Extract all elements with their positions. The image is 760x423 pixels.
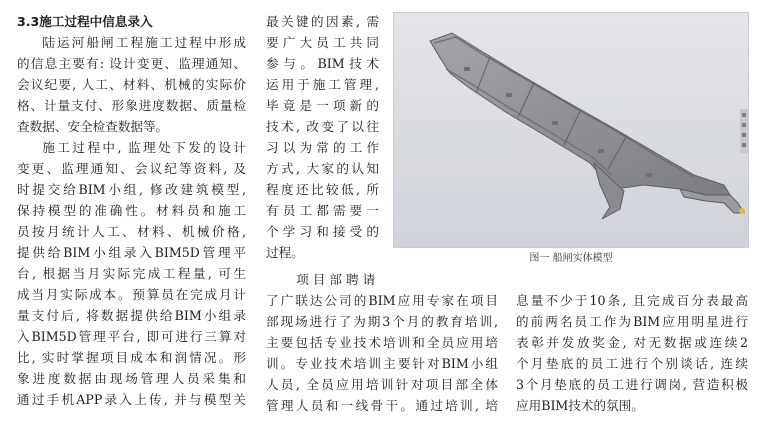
text-line: 应用BIM技术的氛围。 bbox=[516, 398, 644, 413]
text-line: 技术, 改变了以往 bbox=[266, 119, 379, 134]
text-line: 个学习和接受的 bbox=[266, 224, 379, 239]
toolbar-icon bbox=[740, 109, 748, 153]
text-line: 参与。BIM技术 bbox=[266, 56, 379, 71]
text-line: 毕竟是一项新的 bbox=[266, 98, 379, 113]
text-line: 有员工都需要一 bbox=[266, 203, 379, 218]
text-line: 台, 根据当月实际完成工程量, 可生 bbox=[17, 266, 246, 281]
column-middle-lower bbox=[266, 269, 498, 416]
text-line: 训。专业技术培训主要针对BIM小组 bbox=[266, 356, 498, 371]
text-line: 保持模型的准确性。材料员和施工 bbox=[17, 203, 246, 218]
text-line: 成当月实际成本。预算员在完成月计 bbox=[17, 287, 246, 302]
text-line: 3个月垫底的员工进行调岗, 营造积极 bbox=[516, 377, 748, 392]
text-line: 息量不少于10条, 且完成百分表最高 bbox=[516, 293, 748, 308]
text-line: 时提交给BIM小组, 修改建筑模型, bbox=[17, 182, 246, 197]
text-line: 习以为常的工作 bbox=[266, 140, 379, 155]
text-line: 格、计量支付、形象进度数据、质量检 bbox=[17, 98, 246, 113]
text-line: 变更、监理通知、会议纪等资料, 及 bbox=[17, 161, 246, 176]
text-line: 人员, 全员应用培训针对项目部全体 bbox=[266, 377, 498, 392]
figure-caption: 图一 船闸实体模型 bbox=[529, 253, 613, 264]
text-line: 象进度数据由现场管理人员采集和 bbox=[17, 371, 246, 386]
column-right-lower bbox=[516, 290, 748, 416]
section-heading: 3.3施工过程中信息录入 bbox=[17, 14, 153, 29]
text-line: 会议纪要, 人工、材料、机械的实际价 bbox=[17, 77, 246, 92]
text-line: 通过手机APP录入上传, 并与模型关 bbox=[17, 392, 246, 407]
text-line: 要广大员工共同 bbox=[266, 35, 379, 50]
text-line: 施工过程中, 监理处下发的设计 bbox=[42, 140, 246, 155]
text-line: 员按月统计人工、材料、机械价格, bbox=[17, 224, 246, 239]
text-line: 最关键的因素, 需 bbox=[266, 14, 379, 29]
text-line: 比, 实时掌握项目成本和润情况。形 bbox=[17, 350, 246, 365]
text-line: 了广联达公司的BIM应用专家在项目 bbox=[266, 293, 498, 308]
ship-lock-model-figure bbox=[393, 12, 749, 248]
text-line: 主要包括专业技术培训和全员应用培 bbox=[266, 335, 498, 350]
text-line: 入BIM5D管理平台, 即可进行三算对 bbox=[17, 329, 246, 344]
text-line: 的前两名员工作为BIM应用明星进行 bbox=[516, 314, 748, 329]
text-line: 陆运河船闸工程施工过程中形成 bbox=[42, 35, 246, 50]
text-line: 过程。 bbox=[266, 245, 304, 260]
text-line: 个月垫底的员工进行个别谈话, 连续 bbox=[516, 356, 748, 371]
text-line: 表彰并发放奖金, 对无数据或连续2 bbox=[516, 335, 748, 350]
text-line: 量支付后, 将数据提供给BIM小组录 bbox=[17, 308, 246, 323]
paragraph-info-types bbox=[17, 32, 246, 137]
text-line: 运用于施工管理, bbox=[266, 77, 379, 92]
text-line: 提供给BIM小组录入BIM5D管理平 bbox=[17, 245, 246, 260]
text-line: 程度还比较低, 所 bbox=[266, 182, 379, 197]
paragraph-construction-process bbox=[17, 137, 246, 410]
column-middle-upper bbox=[266, 11, 379, 263]
text-line: 项目部聘请 bbox=[296, 272, 380, 287]
text-line: 部现场进行了为期3个月的教育培训, bbox=[266, 314, 498, 329]
text-line: 查数据、安全检查数据等。 bbox=[17, 119, 169, 134]
text-line: 管理人员和一线骨干。通过培训, 培 bbox=[266, 398, 498, 413]
text-line: 的信息主要有: 设计变更、监理通知、 bbox=[17, 56, 246, 71]
ship-lock-model-image bbox=[394, 13, 749, 248]
column-left bbox=[17, 11, 246, 410]
text-line: 方式, 大家的认知 bbox=[266, 161, 379, 176]
